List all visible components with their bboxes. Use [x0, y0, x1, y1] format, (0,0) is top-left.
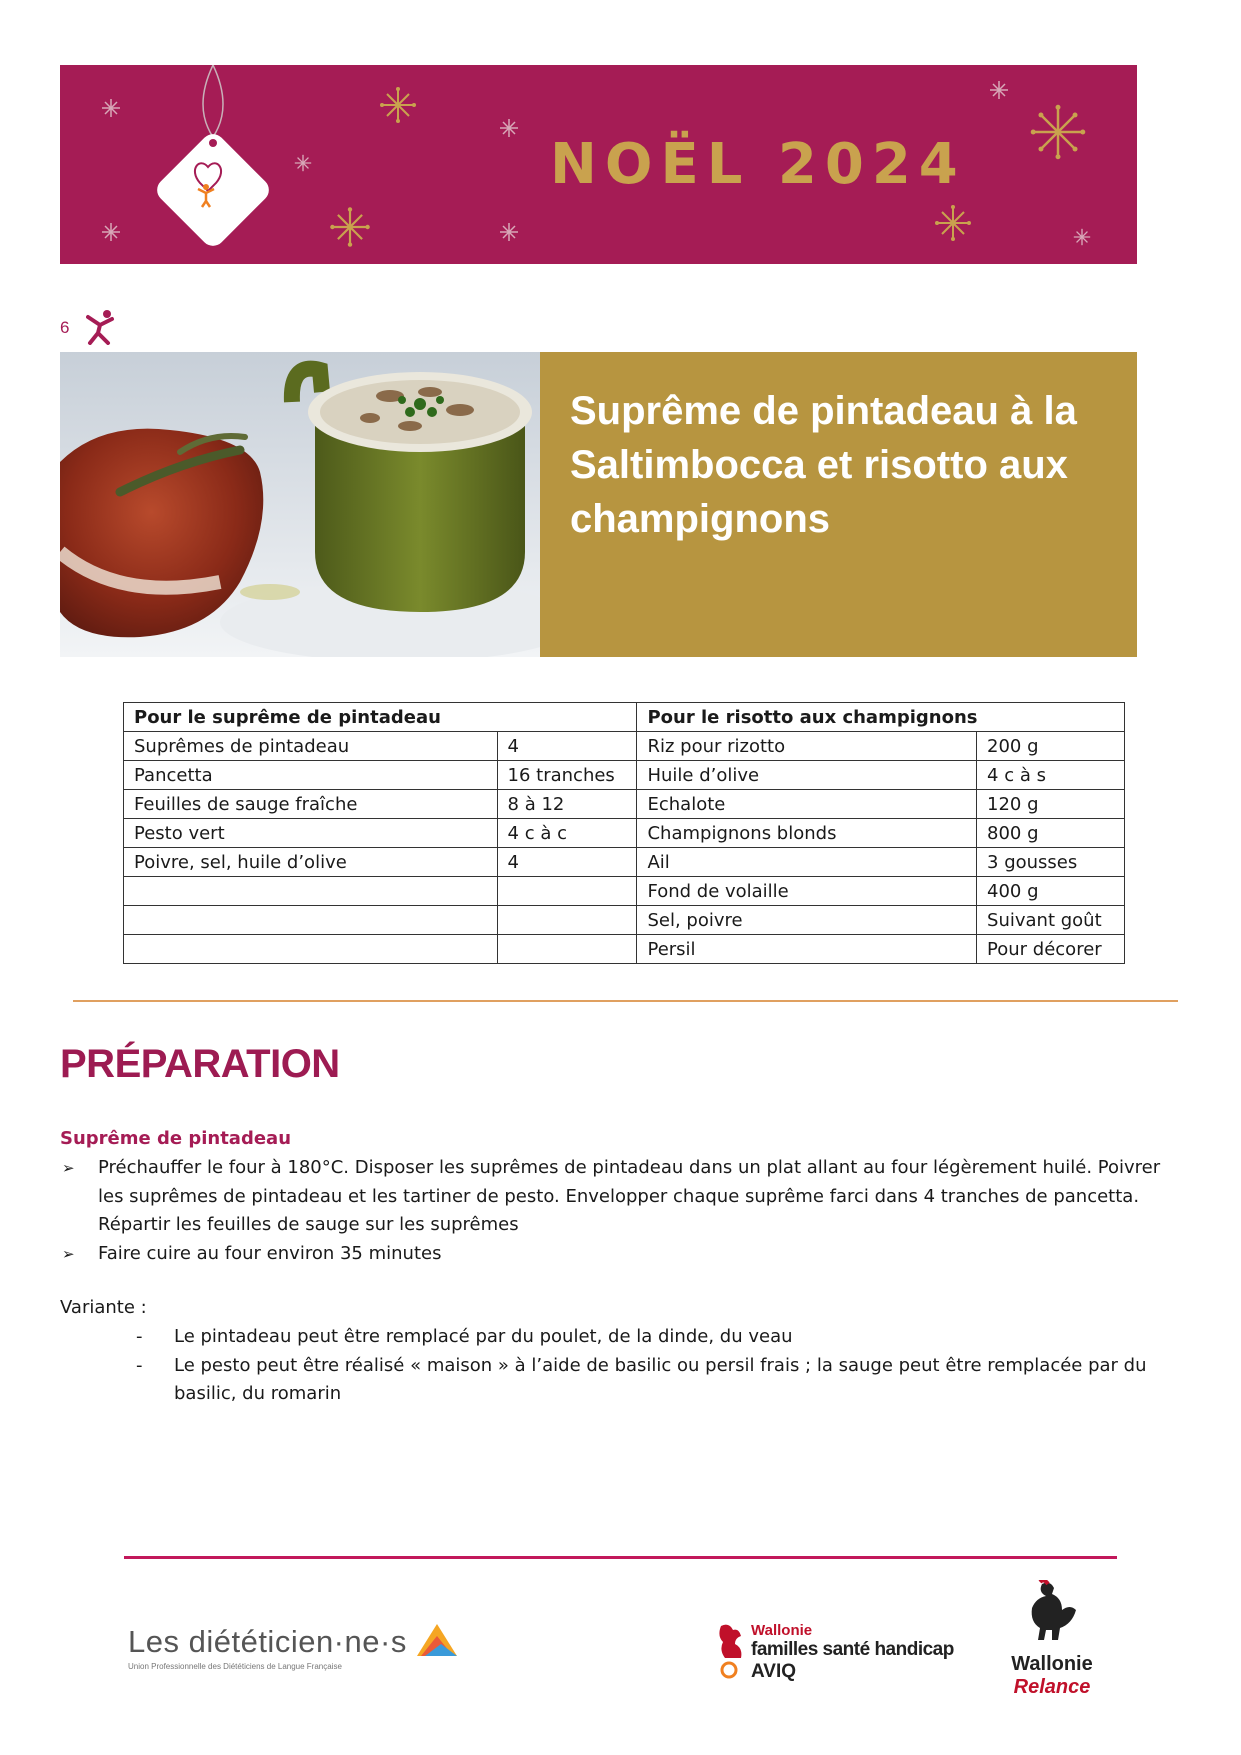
banner-title: NOËL 2024	[550, 132, 966, 197]
variante-list	[134, 1323, 1174, 1409]
ingredient-name: Suprêmes de pintadeau	[124, 732, 498, 761]
list-item	[134, 1352, 1174, 1409]
ingredient-quantity: 3 gousses	[977, 848, 1125, 877]
preparation-subheading: Suprême de pintadeau	[60, 1128, 292, 1149]
ingredient-quantity: Pour décorer	[977, 935, 1125, 964]
ingredient-quantity: 8 à 12	[497, 790, 637, 819]
table-row	[124, 935, 1125, 964]
ingredient-name: Riz pour rizotto	[637, 732, 977, 761]
recipe-photo	[60, 352, 540, 657]
arrow-bullet-icon: ➢	[62, 1244, 75, 1263]
section-divider	[73, 1000, 1178, 1002]
dash-bullet: -	[136, 1354, 143, 1376]
rooster-icon	[1022, 1580, 1082, 1644]
ingredient-name	[124, 877, 498, 906]
table-row	[124, 877, 1125, 906]
ingredient-name: Feuilles de sauge fraîche	[124, 790, 498, 819]
ingredient-name: Echalote	[637, 790, 977, 819]
relance-text: Relance	[1013, 1676, 1091, 1698]
aviq-line-1: Wallonie	[751, 1622, 813, 1639]
ingredient-quantity: 400 g	[977, 877, 1125, 906]
variante-text: Le pesto peut être réalisé « maison » à l’aide de basilic ou persil frais ; la sauge peut être remplacée par du basilic, du romarin	[174, 1354, 1147, 1404]
recipe-title-box	[540, 352, 1137, 657]
ingredients-table	[123, 702, 1125, 964]
ingredient-quantity	[497, 877, 637, 906]
wallonie-text: Wallonie	[1011, 1653, 1093, 1675]
aviq-line-3: AVIQ	[751, 1661, 797, 1682]
ingredient-quantity: 16 tranches	[497, 761, 637, 790]
rooster-icon	[715, 1622, 747, 1680]
page-number: 6	[60, 318, 70, 337]
table-row	[124, 761, 1125, 790]
table-row	[124, 906, 1125, 935]
aviq-logo	[715, 1622, 954, 1683]
ingredient-quantity: 4 c à s	[977, 761, 1125, 790]
dieteticiens-logo	[128, 1622, 459, 1671]
ingredient-quantity	[497, 935, 637, 964]
arrow-bullet-icon: ➢	[62, 1159, 75, 1177]
list-item	[60, 1154, 1180, 1240]
ingredient-name: Poivre, sel, huile d’olive	[124, 848, 498, 877]
mountain-logo-icon	[415, 1622, 459, 1660]
table-header-row	[124, 703, 1125, 732]
ingredient-quantity: Suivant goût	[977, 906, 1125, 935]
step-text: Faire cuire au four environ 35 minutes	[98, 1242, 442, 1264]
aviq-line-2: familles santé handicap	[751, 1639, 954, 1660]
preparation-steps	[60, 1154, 1180, 1268]
ingredient-name: Huile d’olive	[637, 761, 977, 790]
variante-text: Le pintadeau peut être remplacé par du poulet, de la dinde, du veau	[174, 1326, 793, 1347]
table-row	[124, 790, 1125, 819]
table-row	[124, 732, 1125, 761]
ingredient-quantity: 4	[497, 848, 637, 877]
preparation-heading: PRÉPARATION	[60, 1042, 340, 1086]
ingredient-name	[124, 935, 498, 964]
ingredient-quantity: 120 g	[977, 790, 1125, 819]
ingredient-name: Persil	[637, 935, 977, 964]
wallonie-relance-logo	[997, 1580, 1107, 1699]
ingredient-name: Sel, poivre	[637, 906, 977, 935]
dash-bullet: -	[136, 1326, 143, 1347]
right-column-header: Pour le risotto aux champignons	[637, 703, 1125, 732]
left-column-header: Pour le suprême de pintadeau	[124, 703, 637, 732]
ingredient-name: Champignons blonds	[637, 819, 977, 848]
step-text: Préchauffer le four à 180°C. Disposer les suprêmes de pintadeau dans un plat allant au four légèrement huilé. Poivrer les suprêmes de pintadeau et les tartiner de pesto. Envelopper chaque suprême farci dans 4 tranches de pancetta. Répartir les feuilles de sauge sur les suprêmes	[98, 1157, 1161, 1235]
recipe-title: Suprême de pintadeau à la Saltimbocca et risotto aux champignons	[570, 389, 1077, 541]
list-item	[60, 1240, 1180, 1269]
ingredient-name: Pesto vert	[124, 819, 498, 848]
header-banner	[60, 65, 1137, 264]
ingredient-quantity: 4 c à c	[497, 819, 637, 848]
ingredient-quantity	[497, 906, 637, 935]
table-row	[124, 848, 1125, 877]
table-row	[124, 819, 1125, 848]
ingredient-quantity: 800 g	[977, 819, 1125, 848]
ingredient-name: Fond de volaille	[637, 877, 977, 906]
ingredient-quantity: 200 g	[977, 732, 1125, 761]
ingredient-quantity: 4	[497, 732, 637, 761]
footer-divider	[124, 1556, 1117, 1559]
list-item	[134, 1323, 1174, 1352]
ingredient-name: Ail	[637, 848, 977, 877]
variante-label: Variante :	[60, 1297, 147, 1318]
dieteticiens-logo-text: Les diététicien·ne·s	[128, 1624, 407, 1659]
person-figure-icon	[86, 309, 120, 345]
dieteticiens-logo-subtitle: Union Professionnelle des Diététiciens de Langue Française	[128, 1662, 342, 1671]
ingredient-name: Pancetta	[124, 761, 498, 790]
ingredient-name	[124, 906, 498, 935]
